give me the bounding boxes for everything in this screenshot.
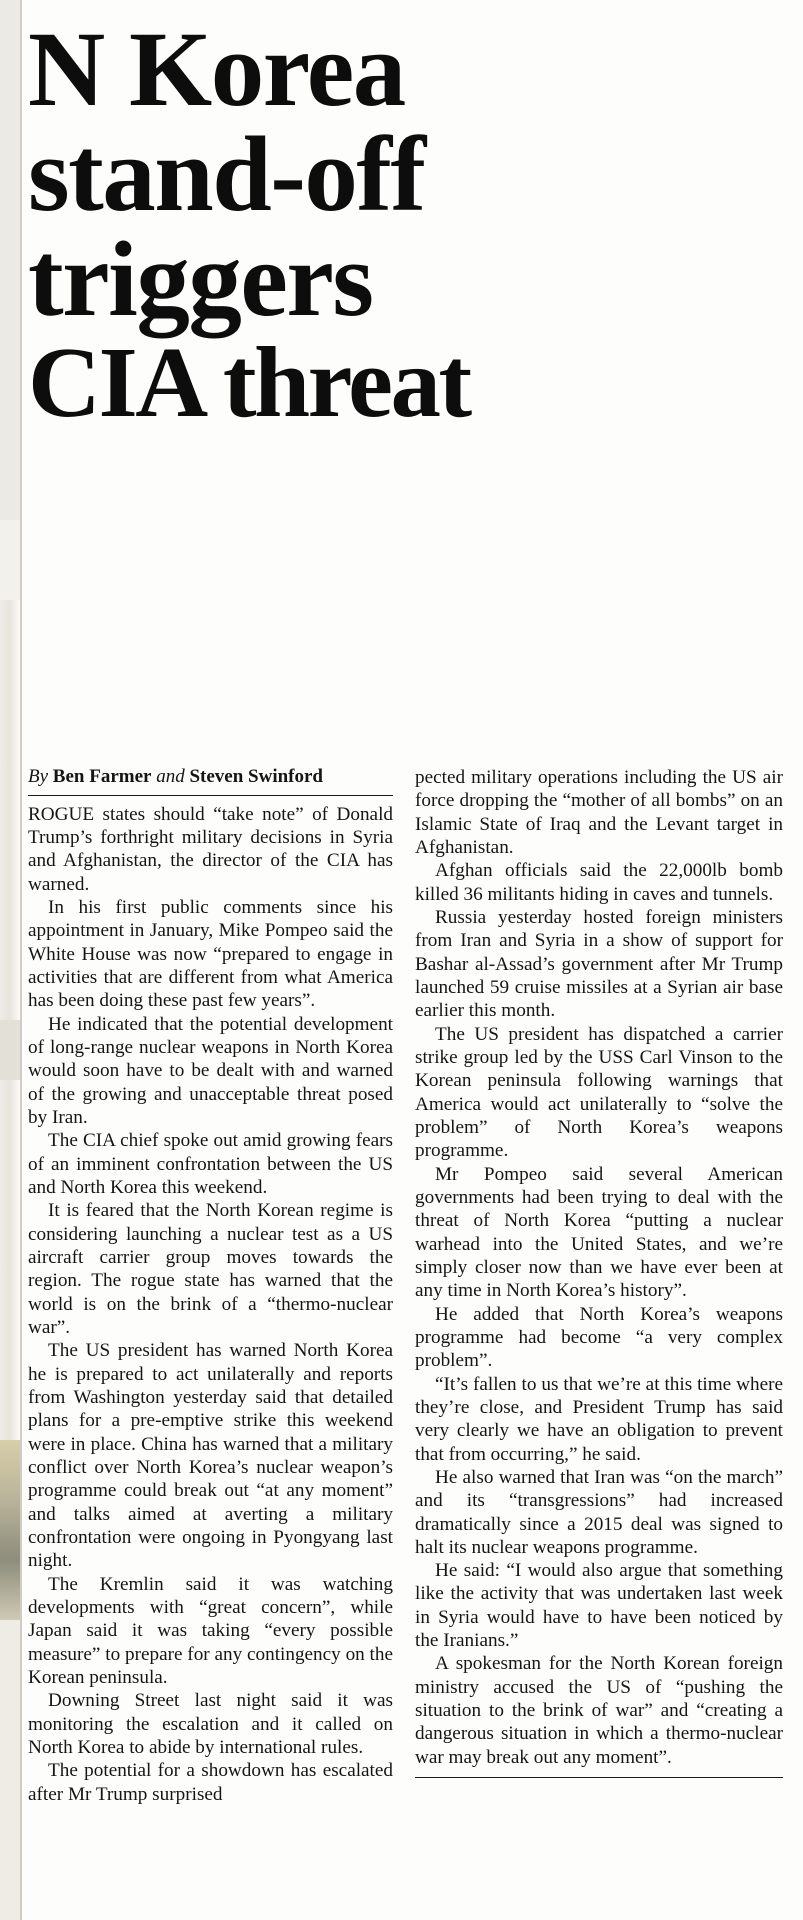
article-content <box>28 0 788 1920</box>
scan-strip <box>0 1620 20 1920</box>
paragraph: The Kremlin said it was watching developments with “great concern”, while Japan said it was taking “every possible measure” to prepare for any contingency on the Korean peninsula. <box>28 1573 393 1688</box>
paragraph: In his first public comments since his appointment in January, Mike Pompeo said the White House was now “prepared to engage in activities that are different from what America has been doing these past few years”. <box>28 897 393 1012</box>
article-columns <box>28 766 788 1806</box>
article-column-right <box>415 766 783 1806</box>
paragraph: It is feared that the North Korean regime is considering launching a nuclear test as a US aircraft carrier group moves towards the region. The rogue state has warned that the world is on the brink of a “thermo-nuclear war”. <box>28 1200 393 1339</box>
byline-by-label: By <box>28 766 49 787</box>
paragraph: A spokesman for the North Korean foreign ministry accused the US of “pushing the situation to the brink of war” and “creating a dangerous situation in which a thermo-nuclear war may break out any moment”. <box>415 1653 783 1768</box>
paragraph: He said: “I would also argue that something like the activity that was undertaken last week in Syria would have to have been noticed by the Iranians.” <box>415 1560 783 1652</box>
paragraph: pected military operations including the US air force dropping the “mother of all bombs” on an Islamic State of Iraq and the Levant target in Afghanistan. <box>415 767 783 858</box>
paragraph: Downing Street last night said it was monitoring the escalation and it called on North Korea to abide by international rules. <box>28 1690 393 1758</box>
headline-line-4: CIA threat <box>28 325 470 438</box>
article-column-left <box>28 766 393 1806</box>
paragraph: Afghan officials said the 22,000lb bomb killed 36 militants hiding in caves and tunnels. <box>415 860 783 905</box>
paragraph: The CIA chief spoke out amid growing fears of an imminent confrontation between the US and North Korea this weekend. <box>28 1130 393 1199</box>
scan-strip <box>0 0 20 520</box>
paragraph: “It’s fallen to us that we’re at this time where they’re close, and President Trump has said very clearly we have an obligation to prevent that from occurring,” he said. <box>415 1373 783 1465</box>
headline-line-2: stand-off <box>28 115 425 234</box>
paragraph: The US president has dispatched a carrier strike group led by the USS Carl Vinson to the Korean peninsula following warnings that America would act unilaterally to “solve the problem” of North Korea’s weapons programme. <box>415 1023 783 1162</box>
paragraph: He indicated that the potential development of long-range nuclear weapons in North Korea would soon have to be dealt with and warned of the growing and unacceptable threat posed by Iran. <box>28 1013 393 1129</box>
byline-and-label: and <box>156 766 185 787</box>
paragraph: He added that North Korea’s weapons programme had become “a very complex problem”. <box>415 1303 783 1372</box>
headline-line-1: N Korea <box>28 11 405 129</box>
paragraph: He also warned that Iran was “on the march” and its “transgressions” had increased dramatically since a 2015 deal was signed to halt its nuclear weapons programme. <box>415 1466 783 1558</box>
paragraph: The potential for a showdown has escalated after Mr Trump surprised <box>28 1760 393 1805</box>
paragraph: The US president has warned North Korea he is prepared to act unilaterally and reports from Washington yesterday said that detailed plans for a pre-emptive strike this weekend were in place. China has warned that a military conflict over North Korea’s nuclear weapon’s programme could break out “at any moment” and talks aimed at averting a military confrontation were ongoing in Pyongyang last night. <box>28 1340 393 1572</box>
page-title <box>28 0 728 438</box>
column-bottom-rule <box>415 1777 783 1778</box>
page-gutter-line <box>20 0 22 1920</box>
byline-author-two: Steven Swinford <box>189 766 323 787</box>
paragraph: Mr Pompeo said several American governments had been trying to deal with the threat of North Korea “putting a nuclear warhead into the United States, and we’re simply closer now than we have ever been at any time in North Korea’s history”. <box>415 1163 783 1302</box>
paragraph: Russia yesterday hosted foreign ministers from Iran and Syria in a show of support for Bashar al-Assad’s government after Mr Trump launched 59 cruise missiles at a Syrian air base earlier this month. <box>415 906 783 1022</box>
byline <box>28 766 393 796</box>
byline-author-one: Ben Farmer <box>52 766 152 787</box>
headline-line-3: triggers <box>28 220 373 339</box>
paragraph: ROGUE states should “take note” of Donald Trump’s forthright military decisions in Syria and Afghanistan, the director of the CIA has warned. <box>28 803 393 895</box>
scan-strip <box>0 1440 20 1620</box>
scan-strip <box>0 1020 20 1080</box>
scan-strip <box>0 520 20 600</box>
